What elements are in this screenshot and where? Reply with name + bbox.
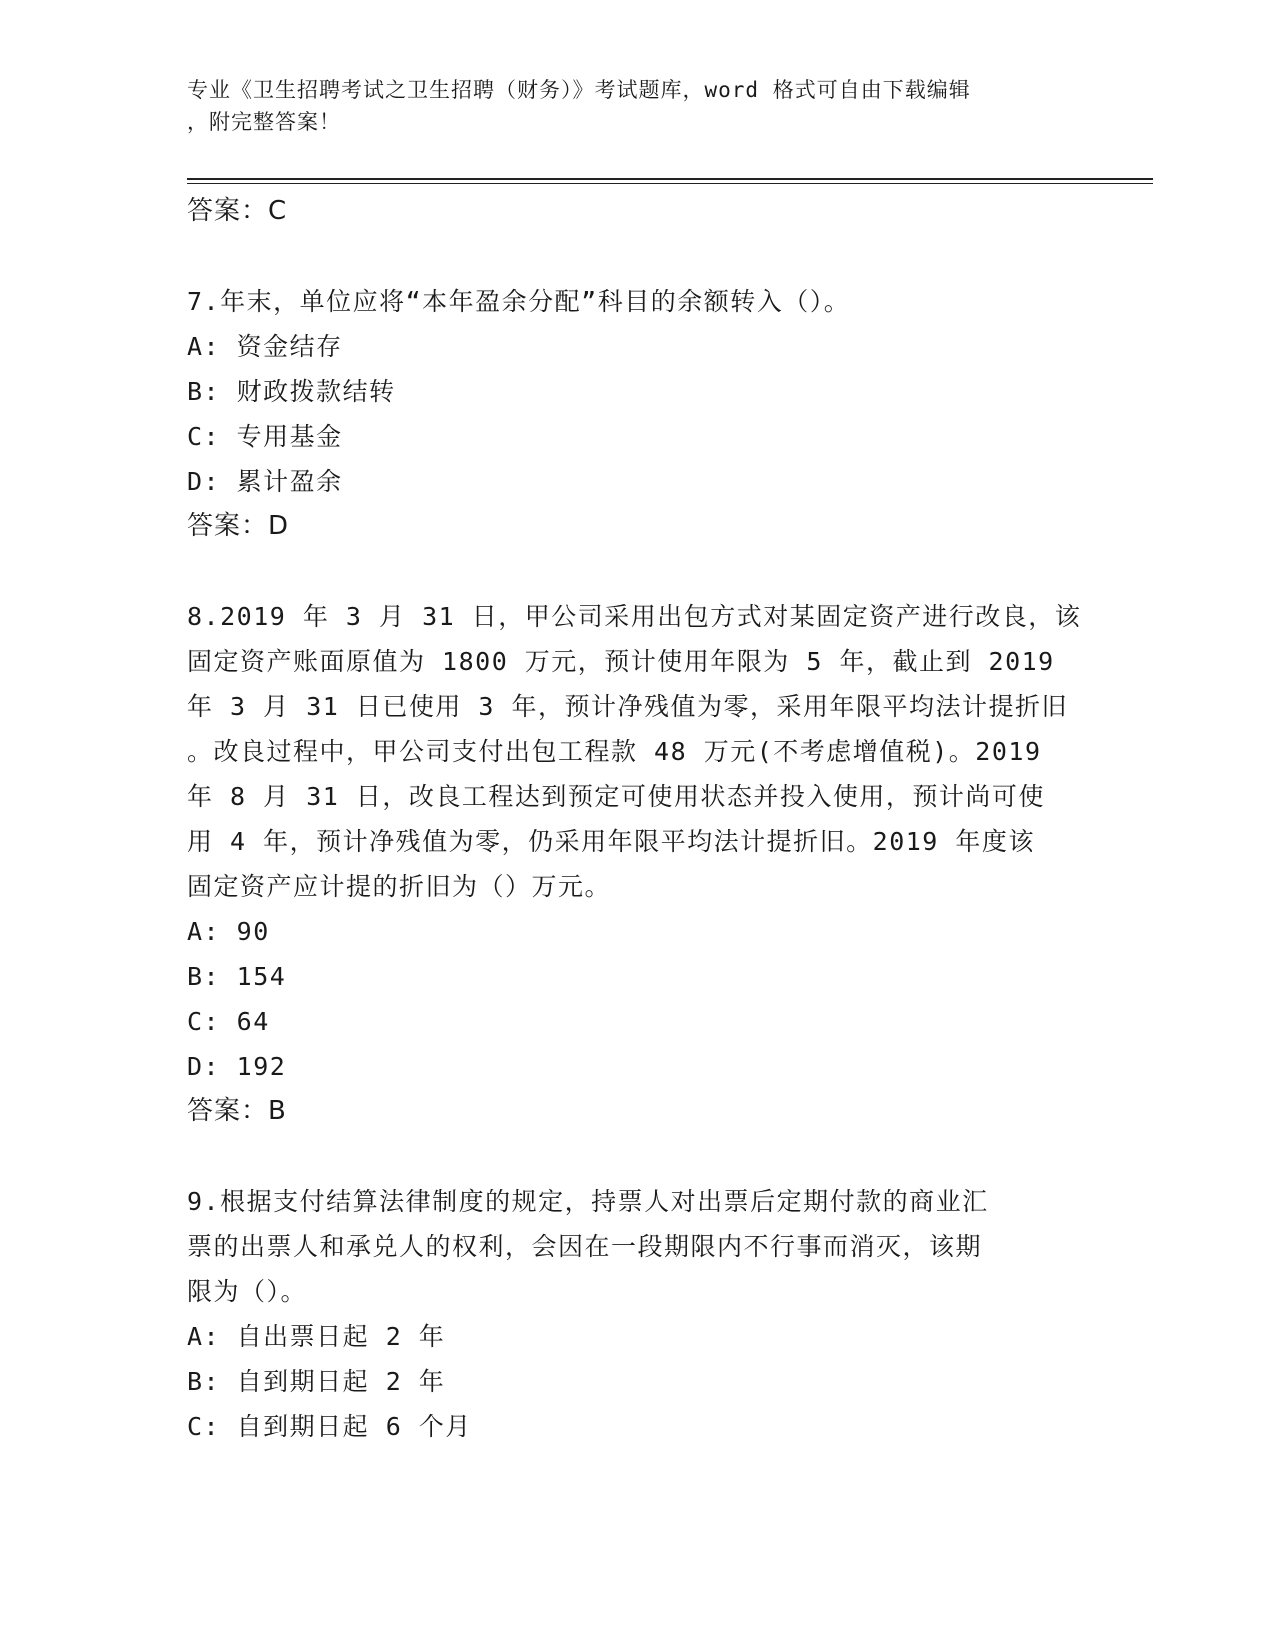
page-header	[187, 74, 1087, 138]
question-line: 票的出票人和承兑人的权利，会因在一段期限内不行事而消灭，该期	[187, 1232, 983, 1261]
question-line: 年 8 月 31 日，改良工程达到预定可使用状态并投入使用，预计尚可使	[187, 782, 1045, 811]
header-rule-thin	[187, 183, 1153, 184]
option-b: B: 自到期日起 2 年	[187, 1367, 446, 1396]
question-line: 8.2019 年 3 月 31 日，甲公司采用出包方式对某固定资产进行改良，该	[187, 602, 1082, 631]
question-text	[187, 1179, 1087, 1314]
question-text	[187, 279, 1087, 324]
question-line: 。改良过程中，甲公司支付出包工程款 48 万元(不考虑增值税)。2019	[187, 737, 1042, 766]
option-c: C: 64	[187, 1007, 270, 1036]
option-b: B: 154	[187, 962, 287, 991]
option-d: D: 累计盈余	[187, 467, 343, 496]
spacer	[187, 1134, 1087, 1179]
answer-line: 答案：D	[187, 511, 290, 541]
question-line: 限为（）。	[187, 1277, 308, 1306]
header-line-1: 专业《卫生招聘考试之卫生招聘（财务）》考试题库，word 格式可自由下载编辑	[187, 78, 971, 102]
answer-line: 答案：C	[187, 196, 288, 226]
question-line: 固定资产应计提的折旧为（）万元。	[187, 872, 612, 901]
spacer	[187, 234, 1087, 279]
option-b: B: 财政拨款结转	[187, 377, 396, 406]
question-9	[187, 1179, 1087, 1449]
question-line: 固定资产账面原值为 1800 万元，预计使用年限为 5 年，截止到 2019	[187, 647, 1055, 676]
option-a: A: 自出票日起 2 年	[187, 1322, 446, 1351]
question-line: 9.根据支付结算法律制度的规定，持票人对出票后定期付款的商业汇	[187, 1187, 989, 1216]
option-a: A: 资金结存	[187, 332, 343, 361]
question-line: 7.年末，单位应将“本年盈余分配”科目的余额转入（）。	[187, 287, 851, 316]
header-rule-thick	[187, 178, 1153, 180]
option-a: A: 90	[187, 917, 270, 946]
question-content	[187, 189, 1087, 1449]
question-text	[187, 594, 1087, 909]
question-line: 用 4 年，预计净残值为零，仍采用年限平均法计提折旧。2019 年度该	[187, 827, 1035, 856]
option-d: D: 192	[187, 1052, 287, 1081]
header-line-2: ，附完整答案！	[187, 110, 341, 134]
option-c: C: 自到期日起 6 个月	[187, 1412, 472, 1441]
question-line: 年 3 月 31 日已使用 3 年，预计净残值为零，采用年限平均法计提折旧	[187, 692, 1069, 721]
question-7	[187, 279, 1087, 549]
answer-line: 答案：B	[187, 1096, 287, 1126]
question-8	[187, 594, 1087, 1134]
option-c: C: 专用基金	[187, 422, 343, 451]
spacer	[187, 549, 1087, 594]
